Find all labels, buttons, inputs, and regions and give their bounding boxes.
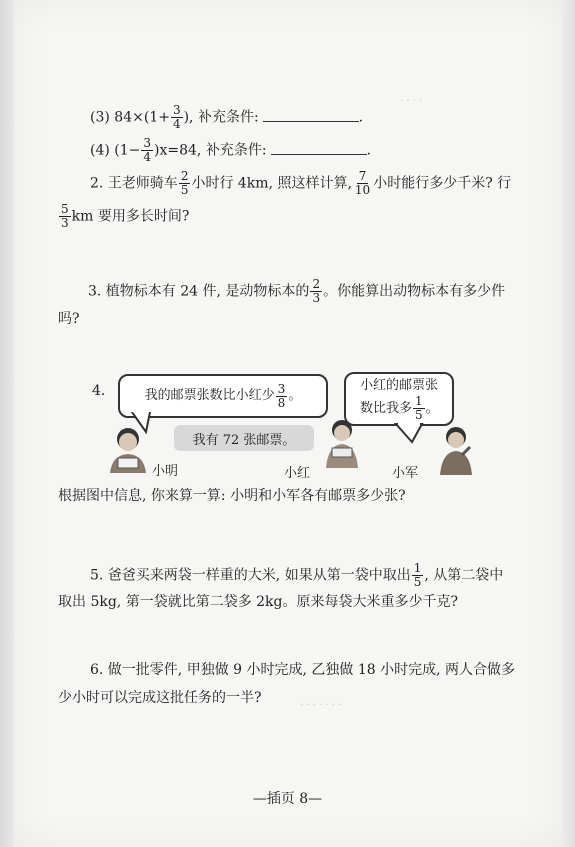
question-4-line <box>90 137 371 164</box>
fraction: $\frac{3}{4}$ <box>143 136 152 164</box>
problem-4-question: 根据图中信息, 你来算一算: 小明和小军各有邮票多少张? <box>58 488 406 504</box>
problem-6-line-2: 少小时可以完成这批任务的一半? <box>58 690 262 706</box>
question-3-line <box>90 104 363 131</box>
question-3-text-b: ), 补充条件: <box>183 109 259 126</box>
xiaoming-speech-bubble: 我的邮票张数比小红少 $\frac{3}{8}$ 。 <box>118 374 328 418</box>
page-edge-right <box>562 0 575 847</box>
xiaohong-figure-icon <box>318 418 368 470</box>
problem-3-line-2: 吗? <box>58 311 80 327</box>
fraction: $\frac{3}{8}$ <box>277 381 286 410</box>
page-edge-left <box>0 0 14 847</box>
xiaojun-speech-bubble: 小红的邮票张 数比我多 $\frac{1}{5}$ 。 <box>344 372 454 426</box>
xiaoming-figure-icon <box>100 425 160 475</box>
page-footer: —插页 8— <box>252 791 323 807</box>
problem-3-line-1: 3. 植物标本有 24 件, 是动物标本的 $\frac{2}{3}$ 。你能算出动物标本有多少件 <box>88 277 506 305</box>
problem-5-line-2: 取出 5kg, 第一袋就比第二袋多 2kg。原来每袋大米重多少千克? <box>58 594 459 610</box>
fraction: $\frac{1}{5}$ <box>413 561 422 589</box>
question-4-text-b: )x=84, 补充条件: <box>154 142 267 159</box>
problem-2-line-2: $\frac{5}{3}$ km 要用多长时间? <box>61 202 190 230</box>
xiaojun-figure-icon <box>434 425 480 477</box>
fraction: $\frac{7}{10}$ <box>354 169 371 197</box>
answer-blank[interactable] <box>271 140 367 155</box>
name-xiaojun: 小军 <box>392 466 419 481</box>
bleed-through-mark: · · · · · · · <box>300 700 342 711</box>
problem-6-line-1: 6. 做一批零件, 甲独做 9 小时完成, 乙独做 18 小时完成, 两人合做多 <box>90 662 516 678</box>
name-xiaohong: 小红 <box>284 466 311 481</box>
name-xiaoming: 小明 <box>152 464 179 479</box>
fraction: $\frac{1}{5}$ <box>415 393 423 422</box>
bubble-tail-icon <box>392 422 426 444</box>
question-4-text-a: (4) (1− <box>90 142 141 159</box>
bleed-through-mark: · · · · <box>400 96 423 107</box>
xiaohong-speech: 我有 72 张邮票。 <box>174 425 314 451</box>
fraction: $\frac{5}{3}$ <box>61 202 69 230</box>
fraction: $\frac{2}{3}$ <box>312 277 321 305</box>
question-3-text-a: (3) 84×(1+ <box>90 109 170 126</box>
problem-5-line-1: 5. 爸爸买来两袋一样重的大米, 如果从第一袋中取出 $\frac{1}{5}$ , 从第二袋中 <box>90 561 504 589</box>
answer-blank[interactable] <box>263 107 359 122</box>
problem-2-line-1: 2. 王老师骑车 $\frac{2}{5}$ 小时行 4km, 照这样计算, $\frac{7}{10}$ 小时能行多少千米? 行 <box>90 169 512 197</box>
problem-4-number: 4. <box>92 383 106 399</box>
period: . <box>366 142 372 159</box>
fraction: $\frac{3}{4}$ <box>172 103 181 131</box>
fraction: $\frac{2}{5}$ <box>180 169 189 197</box>
period: . <box>358 109 364 126</box>
